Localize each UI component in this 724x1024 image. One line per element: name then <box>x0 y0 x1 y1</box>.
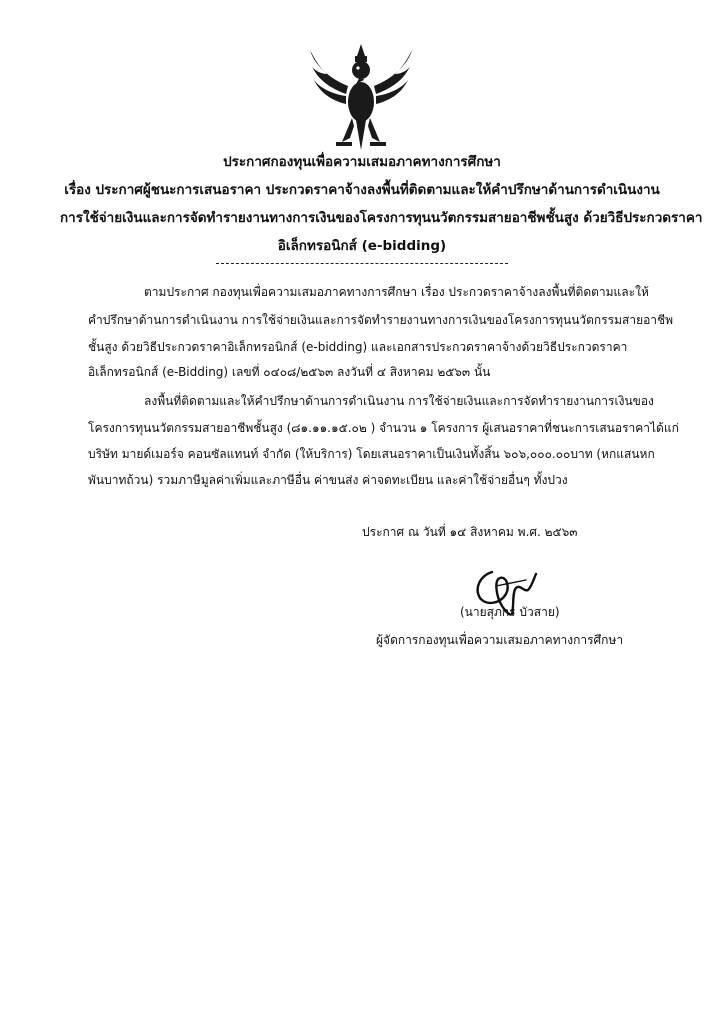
announcement-subject-line-2: การใช้จ่ายเงินและการจัดทำรายงานทางการเงินของโครงการทุนนวัตกรรมสายอาชีพชั้นสูง ด้วยวิธีประกวดราคา <box>60 210 703 226</box>
announcement-subject-line-3: อิเล็กทรอนิกส์ (e-bidding) <box>277 238 447 254</box>
paragraph-1-line-3: ชั้นสูง ด้วยวิธีประกวดราคาอิเล็กทรอนิกส์ (e-bidding) และเอกสารประกวดราคาจ้างด้วยวิธีประกวดราคา <box>88 340 628 354</box>
paragraph-2-line-4: พันบาทถ้วน) รวมภาษีมูลค่าเพิ่มและภาษีอื่น ค่าขนส่ง ค่าจดทะเบียน และค่าใช้จ่ายอื่นๆ ทั้งปวง <box>88 473 568 487</box>
paragraph-2-line-2: โครงการทุนนวัตกรรมสายอาชีพชั้นสูง (๘๑.๑๑.๑๕.๐๒ ) จำนวน ๑ โครงการ ผู้เสนอราคาที่ชนะการเสนอราคาได้แก่ <box>88 421 679 435</box>
announcement-date-line: ประกาศ ณ วันที่ ๑๔ สิงหาคม พ.ศ. ๒๕๖๓ <box>362 525 578 539</box>
paragraph-1-line-4: อิเล็กทรอนิกส์ (e-Bidding) เลขที่ ๐๔๐๘/๒๕๖๓ ลงวันที่ ๔ สิงหาคม ๒๕๖๓ นั้น <box>88 365 491 379</box>
garuda-emblem-icon <box>306 42 416 154</box>
paragraph-1-line-1: ตามประกาศ กองทุนเพื่อความเสมอภาคทางการศึกษา เรื่อง ประกวดราคาจ้างลงพื้นที่ติดตามและให้ <box>144 285 649 299</box>
announcement-subject-line-1: เรื่อง ประกาศผู้ชนะการเสนอราคา ประกวดราคาจ้างลงพื้นที่ติดตามและให้คำปรึกษาด้านการดำเนินงาน <box>64 182 660 198</box>
paragraph-2-line-3: บริษัท มายด์เมอร์จ คอนซัลแทนท์ จำกัด (ให้บริการ) โดยเสนอราคาเป็นเงินทั้งสิ้น ๖๐๖,๐๐๐.๐๐บาท (หกแสนหก <box>88 447 655 461</box>
paragraph-2-line-1: ลงพื้นที่ติดตามและให้คำปรึกษาด้านการดำเนินงาน การใช้จ่ายเงินและการจัดทำรายงานการเงินของ <box>144 394 654 408</box>
signatory-title: ผู้จัดการกองทุนเพื่อความเสมอภาคทางการศึกษา <box>376 633 624 647</box>
announcement-org-title: ประกาศกองทุนเพื่อความเสมอภาคทางการศึกษา <box>223 154 501 170</box>
paragraph-1-line-2: คำปรึกษาด้านการดำเนินงาน การใช้จ่ายเงินและการจัดทำรายงานทางการเงินของโครงการทุนนวัตกรรมสายอาชีพ <box>88 313 674 327</box>
signatory-name: (นายสุภกร บัวสาย) <box>460 605 560 619</box>
header-divider <box>216 263 508 264</box>
